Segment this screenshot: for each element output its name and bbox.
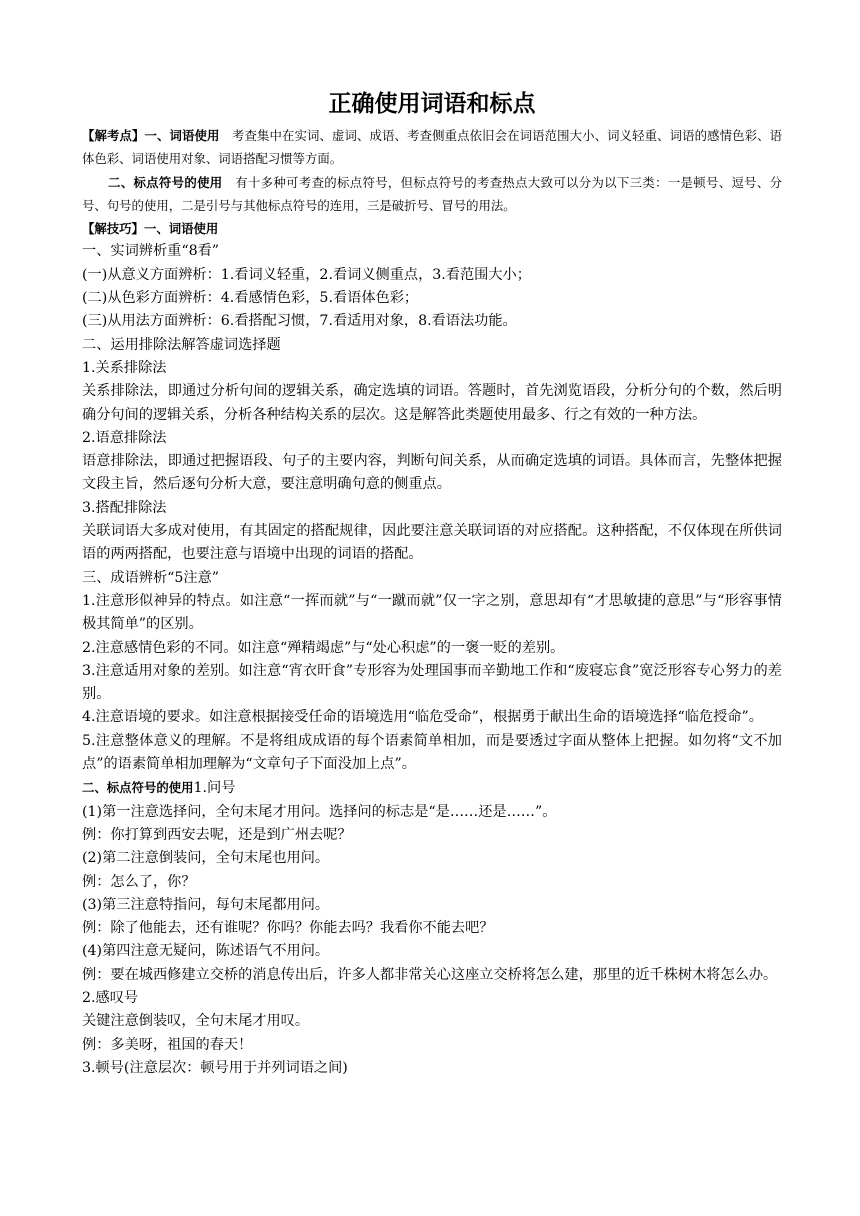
body-line: (二)从色彩方面辨析：4.看感情色彩，5.看语体色彩； bbox=[82, 290, 419, 307]
body-paragraph: 1.注意形似神异的特点。如注意“一挥而就”与“一蹴而就”仅一字之别，意思却有“才思敏捷的意思”与“形容事情极其简单”的区别。 bbox=[82, 592, 782, 633]
body-line: 例：除了他能去，还有谁呢？你吗？你能去吗？我看你不能去吧？ bbox=[82, 920, 494, 937]
kaodian-text-2: 有十多种可考查的标点符号，但标点符号的考查热点大致可以分为以下三类：一是顿号、逗号、分号、句号的使用，二是引号与其他标点符号的连用，三是破折号、冒号的用法。 bbox=[82, 174, 783, 213]
body-line: 例：你打算到西安去呢，还是到广州去呢？ bbox=[82, 826, 352, 843]
body-paragraph: 关联词语大多成对使用，有其固定的搭配规律，因此要注意关联词语的对应搭配。这种搭配，不仅体现在所供词语的两两搭配，也要注意与语境中出现的词语的搭配。 bbox=[82, 523, 782, 563]
body-line: 关键注意倒装叹，全句末尾才用叹。 bbox=[82, 1013, 310, 1030]
body-line: (3)第三注意特指问，每句末尾都用问。 bbox=[82, 896, 330, 913]
body-line: (三)从用法方面辨析：6.看搭配习惯，7.看适用对象，8.看语法功能。 bbox=[82, 313, 517, 330]
body-paragraph: 4.注意语境的要求。如注意根据接受任命的语境选用“临危受命”，根据勇于献出生命的语境选择“临危授命”。 bbox=[82, 709, 763, 726]
body-paragraph: 例：要在城西修建立交桥的消息传出后，许多人都非常关心这座立交桥将怎么建，那里的近千株树木将怎么办。 bbox=[82, 966, 778, 983]
body-line: 二、运用排除法解答虚词选择题 bbox=[82, 336, 281, 353]
body-line: (1)第一注意选择问，全句末尾才用问。选择问的标志是“是……还是……”。 bbox=[82, 803, 557, 820]
kaodian-text-1: 考查集中在实词、虚词、成语、考查侧重点依旧会在词语范围大小、词义轻重、词语的感情色彩、语体色彩、词语使用对象、词语搭配习惯等方面。 bbox=[82, 128, 783, 167]
section2-subtitle: 1.问号 bbox=[193, 780, 236, 797]
body-line: 1.关系排除法 bbox=[82, 359, 167, 376]
body-line: (2)第二注意倒装问，全句末尾也用问。 bbox=[82, 850, 330, 867]
kaodian-paragraph-2 bbox=[82, 171, 782, 218]
body-paragraph: 关系排除法，即通过分析句间的逻辑关系，确定选填的词语。答题时，首先浏览语段，分析分句的个数，然后明确分句间的逻辑关系，分析各种结构关系的层次。这是解答此类题使用最多、行之有效的一种方法。 bbox=[82, 383, 782, 423]
body-line: 3.搭配排除法 bbox=[82, 499, 167, 516]
body-line: (4)第四注意无疑问，陈述语气不用问。 bbox=[82, 943, 330, 960]
body-line: 例：多美呀，祖国的春天！ bbox=[82, 1036, 253, 1053]
jiqiao-tag: 【解技巧】 bbox=[82, 221, 144, 237]
body-line: 2.感叹号 bbox=[82, 989, 139, 1006]
section2-title: 二、标点符号的使用 bbox=[82, 780, 194, 796]
page-title: 正确使用词语和标点 bbox=[328, 91, 536, 117]
body-line: 3.顿号(注意层次：顿号用于并列词语之间) bbox=[82, 1059, 348, 1076]
body-paragraph: 3.注意适用对象的差别。如注意“宵衣旰食”专形容为处理国事而辛勤地工作和“废寝忘食”宽泛形容专心努力的差别。 bbox=[82, 662, 782, 703]
kaodian-heading-1: 一、词语使用 bbox=[144, 128, 220, 143]
kaodian-heading-2: 二、标点符号的使用 bbox=[108, 174, 223, 190]
body-paragraph: 语意排除法，即通过把握语段、句子的主要内容，判断句间关系，从而确定选填的词语。具体而言，先整体把握文段主旨，然后逐句分析大意，要注意明确句意的侧重点。 bbox=[82, 453, 782, 493]
jiqiao-heading-1: 一、词语使用 bbox=[143, 221, 219, 237]
jiqiao-heading bbox=[82, 217, 782, 240]
document-page bbox=[82, 86, 782, 1080]
body-line: 三、成语辨析“5注意” bbox=[82, 569, 220, 586]
kaodian-tag: 【解考点】 bbox=[82, 128, 145, 143]
body-line: (一)从意义方面辨析：1.看词义轻重，2.看词义侧重点，3.看范围大小； bbox=[82, 266, 531, 283]
body-paragraph: 5.注意整体意义的理解。不是将组成成语的每个语素简单相加，而是要透过字面从整体上把握。如勿将“文不加点”的语素简单相加理解为“文章句子下面没加上点”。 bbox=[82, 732, 782, 773]
body-line: 2.注意感情色彩的不同。如注意“殚精竭虑”与“处心积虑”的一褒一贬的差别。 bbox=[82, 639, 565, 656]
kaodian-paragraph-1 bbox=[82, 124, 782, 171]
body-line: 一、实词辨析重“8看” bbox=[82, 243, 220, 260]
body-line: 例：怎么了，你？ bbox=[82, 873, 196, 890]
section2-heading bbox=[82, 776, 782, 800]
body-line: 2.语意排除法 bbox=[82, 429, 167, 446]
